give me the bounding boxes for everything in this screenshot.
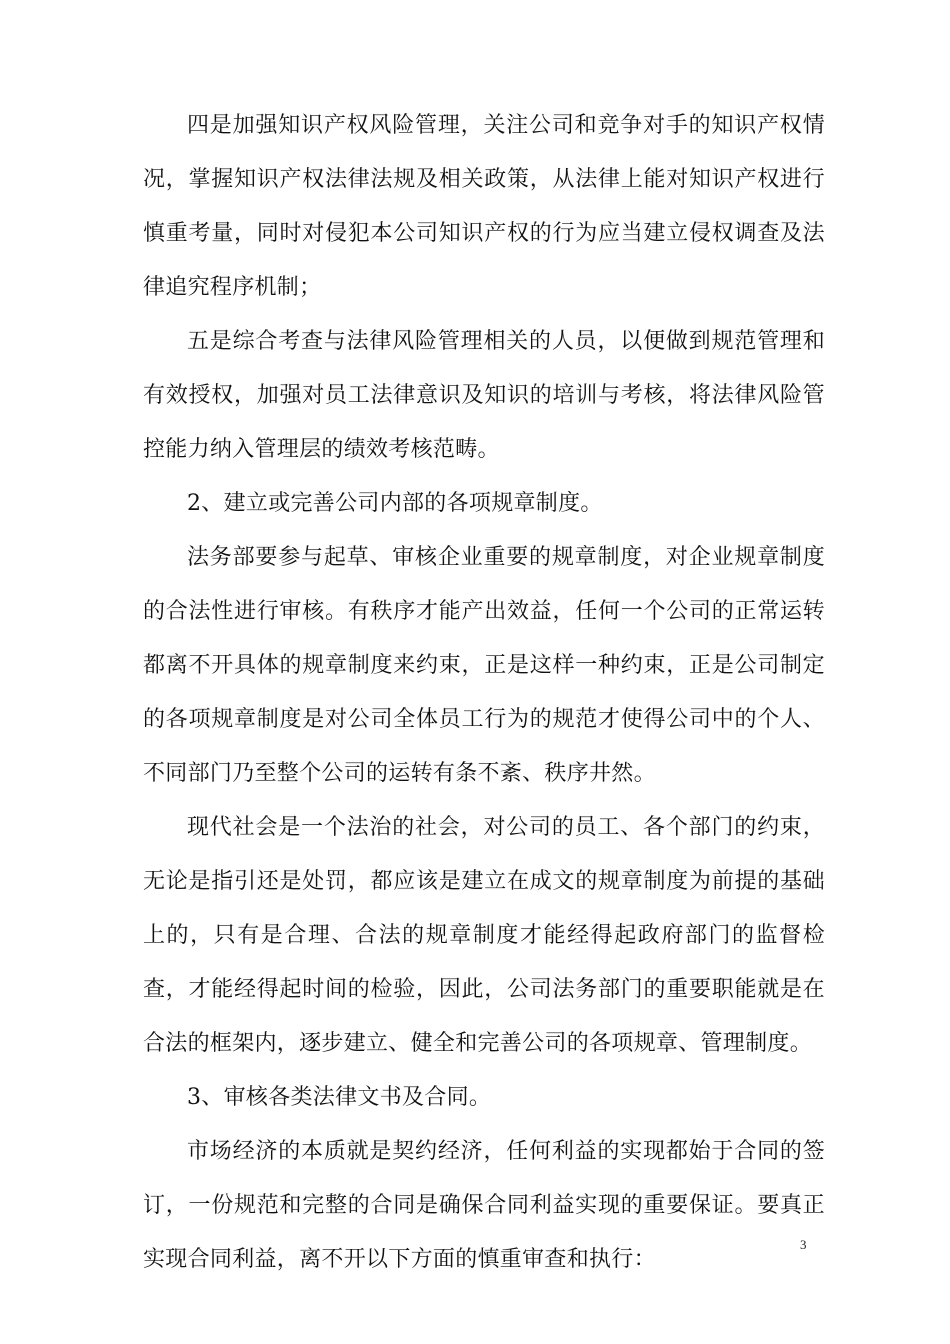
paragraph-ip-risk: 四是加强知识产权风险管理，关注公司和竞争对手的知识产权情况，掌握知识产权法律法规及相关政策，从法律上能对知识产权进行慎重考量，同时对侵犯本公司知识产权的行为应当建立侵权调查及法律追究程序机制； [143,113,825,300]
page-number: 3 [800,1237,807,1252]
section-heading-contracts: 3、审核各类法律文书及合同。 [187,1085,492,1110]
document-body [143,99,825,1287]
paragraph-personnel-review: 五是综合考查与法律风险管理相关的人员，以便做到规范管理和有效授权，加强对员工法律意识及知识的培训与考核，将法律风险管控能力纳入管理层的绩效考核范畴。 [143,329,825,462]
paragraph-contract-economy: 市场经济的本质就是契约经济，任何利益的实现都始于合同的签订，一份规范和完整的合同是确保合同利益实现的重要保证。要真正实现合同利益，离不开以下方面的慎重审查和执行： [143,1139,825,1272]
paragraph-rule-of-law: 现代社会是一个法治的社会，对公司的员工、各个部门的约束，无论是指引还是处罚，都应该是建立在成文的规章制度为前提的基础上的，只有是合理、合法的规章制度才能经得起政府部门的监督检查，才能经得起时间的检验，因此，公司法务部门的重要职能就是在合法的框架内，逐步建立、健全和完善公司的各项规章、管理制度。 [143,815,825,1056]
paragraph-legal-dept-rules: 法务部要参与起草、审核企业重要的规章制度，对企业规章制度的合法性进行审核。有秩序才能产出效益，任何一个公司的正常运转都离不开具体的规章制度来约束，正是这样一种约束，正是公司制定的各项规章制度是对公司全体员工行为的规范才使得公司中的个人、不同部门乃至整个公司的运转有条不紊、秩序井然。 [143,545,825,786]
section-heading-rules: 2、建立或完善公司内部的各项规章制度。 [187,491,603,516]
